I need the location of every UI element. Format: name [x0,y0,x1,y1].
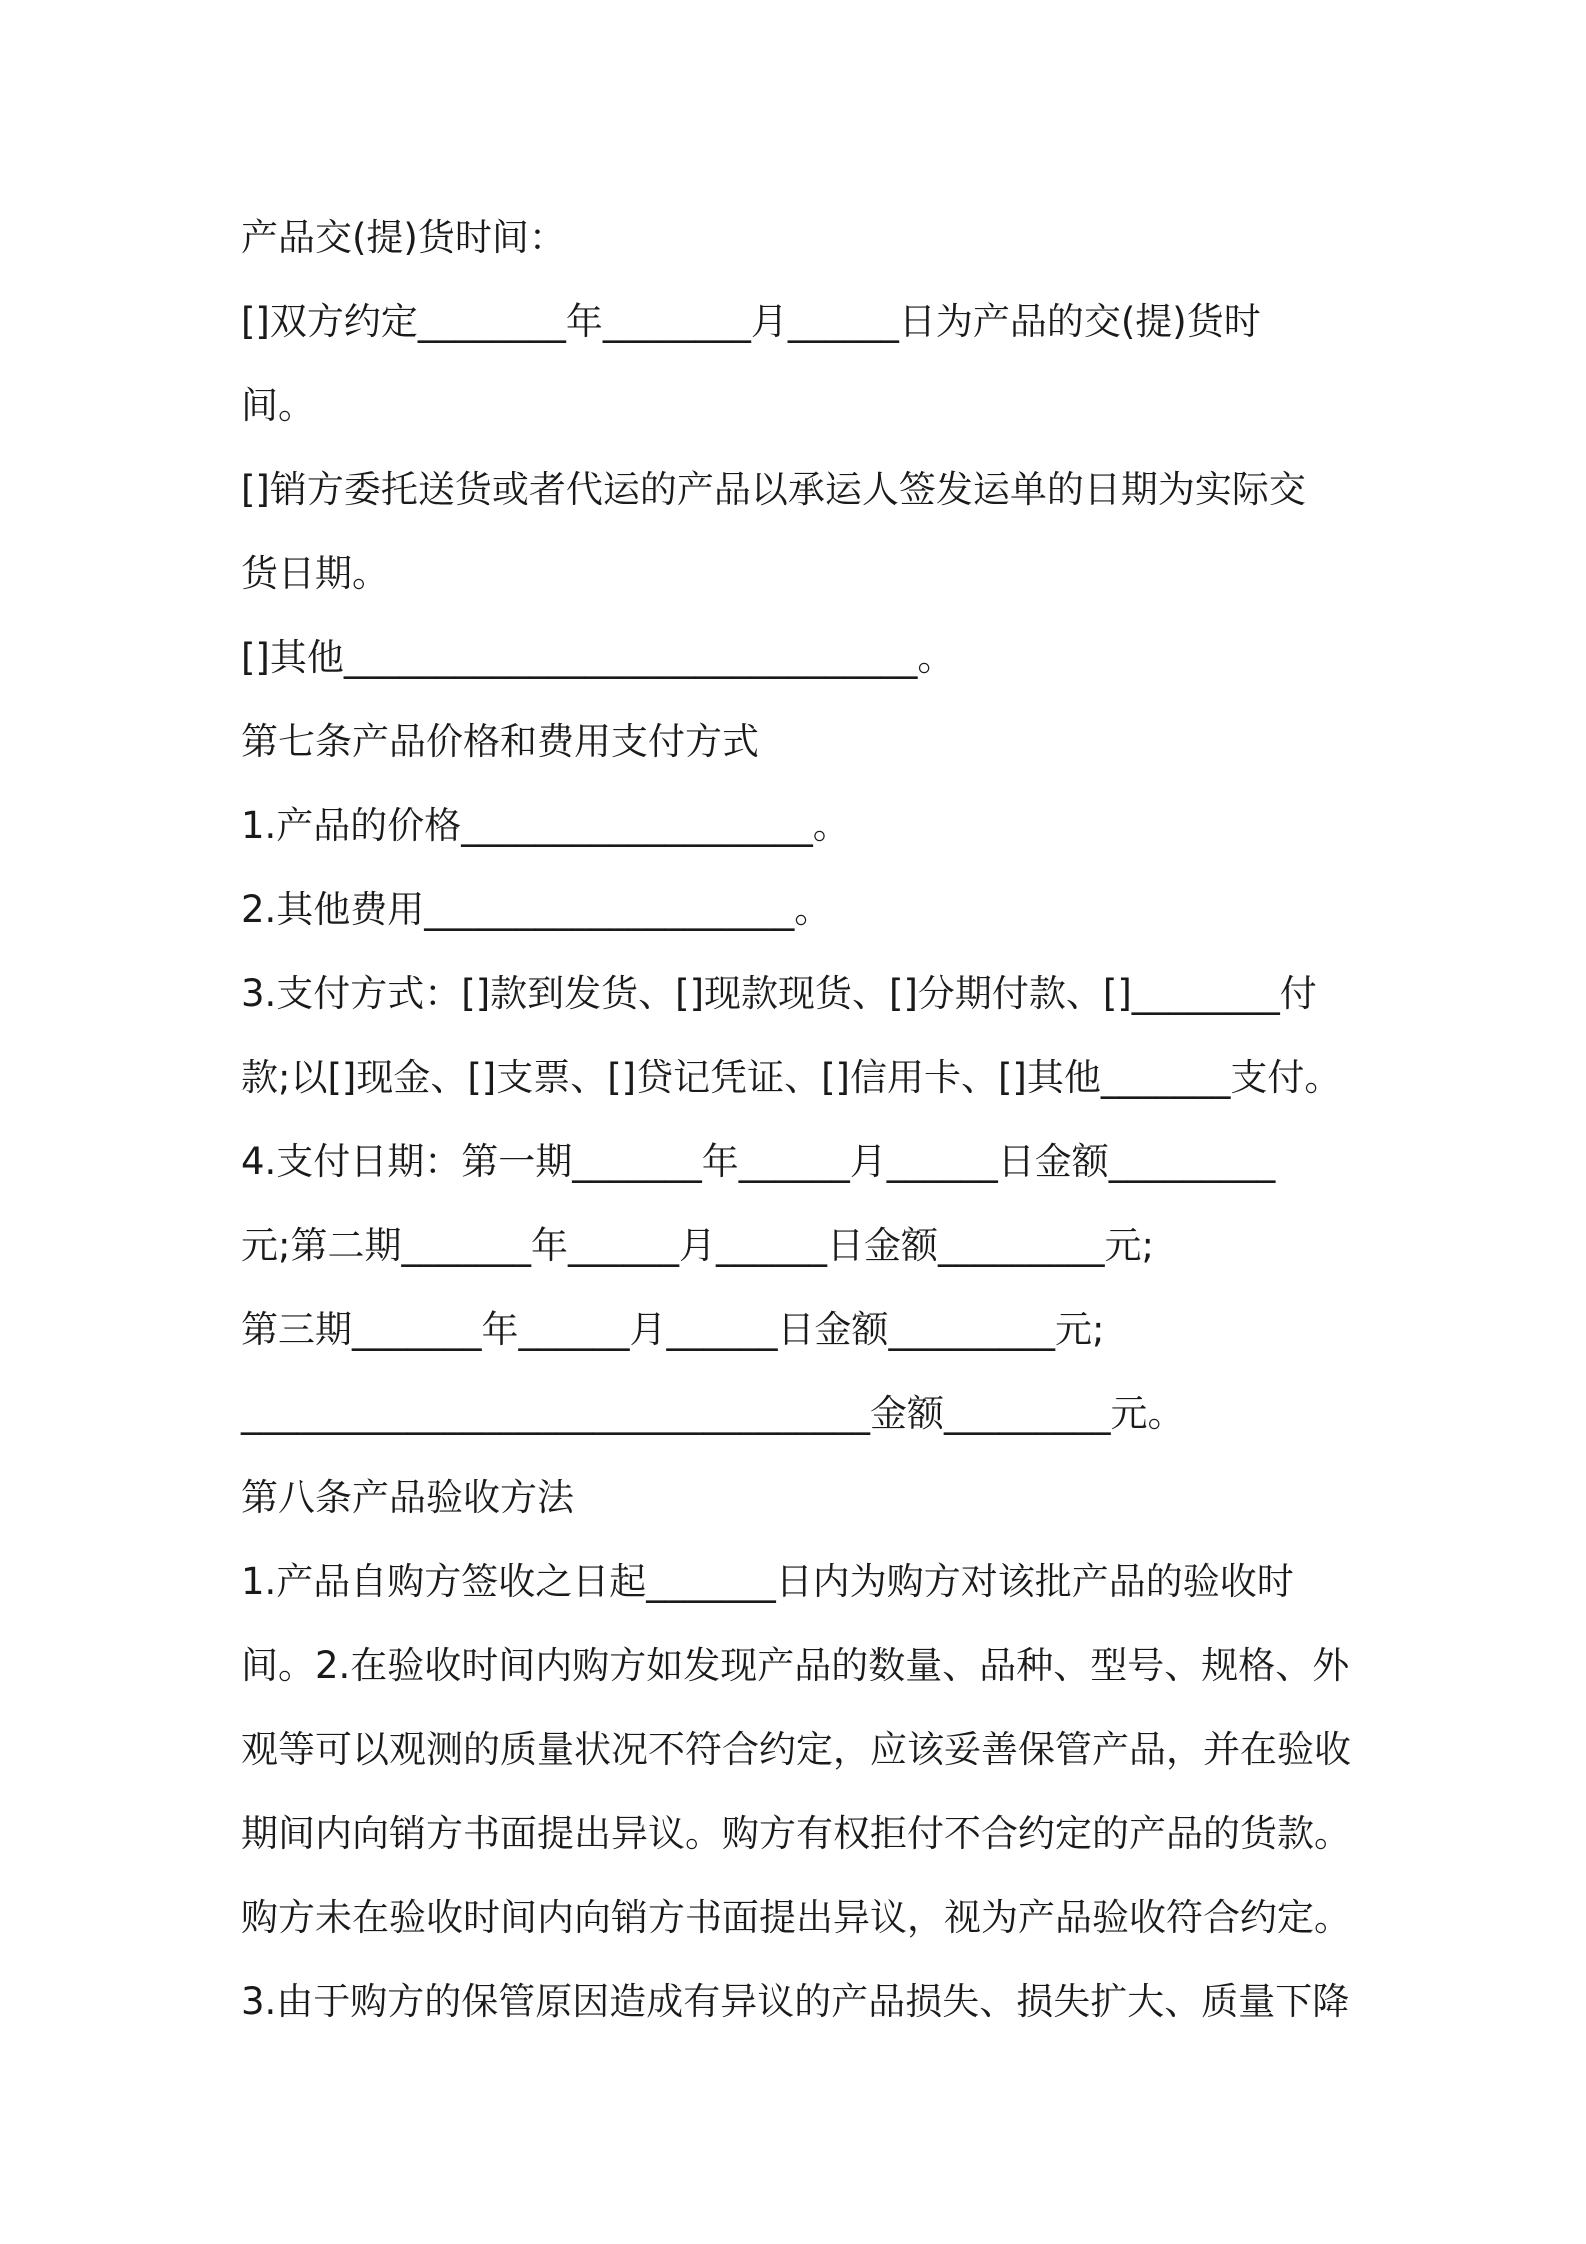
acceptance-clause-line-4: 期间内向销方书面提出异议。购方有权拒付不合约定的产品的货款。 [241,1812,1351,1855]
payment-method-line-cont: 款;以[]现金、[]支票、[]贷记凭证、[]信用卡、[]其他_______支付。 [241,1056,1342,1099]
option-carrier-date-line-cont: 货日期。 [241,552,389,595]
acceptance-clause-line-6: 3.由于购方的保管原因造成有异议的产品损失、损失扩大、质量下降 [241,1980,1350,2023]
acceptance-clause-line-3: 观等可以观测的质量状况不符合约定，应该妥善保管产品，并在验收 [241,1728,1351,1771]
option-carrier-date-line: []销方委托送货或者代运的产品以承运人签发运单的日期为实际交 [241,468,1306,511]
delivery-time-heading: 产品交(提)货时间： [241,216,566,259]
payment-date-phase-3-line: 第三期_______年______月______日金额_________元; [241,1308,1105,1351]
option-agreed-date-line: []双方约定________年________月______日为产品的交(提)货时 [241,300,1261,343]
option-other-line: []其他_______________________________。 [241,636,955,679]
payment-amount-line: __________________________________金额_________元。 [241,1392,1185,1435]
other-fees-line: 2.其他费用____________________。 [241,888,832,931]
payment-method-line: 3.支付方式：[]款到发货、[]现款现货、[]分期付款、[]________付 [241,972,1317,1015]
article-8-heading: 第八条产品验收方法 [241,1476,574,1519]
option-agreed-date-line-cont: 间。 [241,384,315,427]
article-7-heading: 第七条产品价格和费用支付方式 [241,720,759,763]
acceptance-clause-line-5: 购方未在验收时间内向销方书面提出异议，视为产品验收符合约定。 [241,1896,1351,1939]
price-line: 1.产品的价格___________________。 [241,804,850,847]
acceptance-clause-line-2: 间。2.在验收时间内购方如发现产品的数量、品种、型号、规格、外 [241,1644,1350,1687]
payment-date-line: 4.支付日期：第一期_______年______月______日金额_________ [241,1140,1276,1183]
acceptance-clause-line-1: 1.产品自购方签收之日起_______日内为购方对该批产品的验收时 [241,1560,1294,1603]
document-body [241,196,1361,2044]
payment-date-phase-2-line: 元;第二期_______年______月______日金额_________元; [241,1224,1154,1267]
